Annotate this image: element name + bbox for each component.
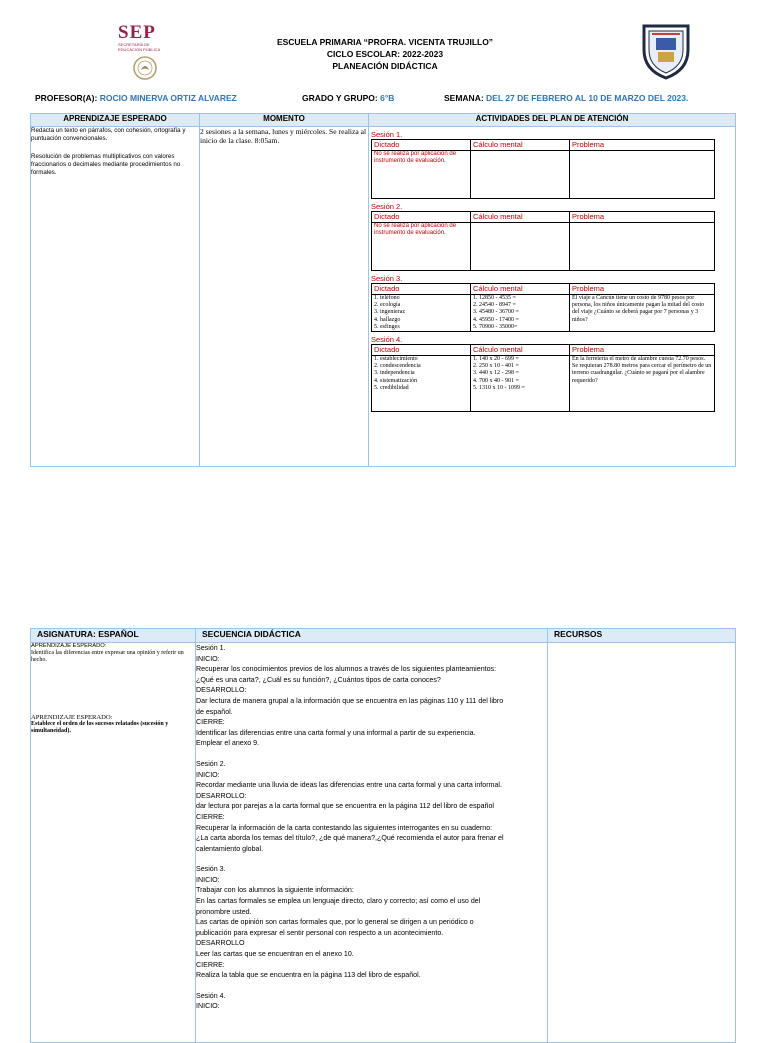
col-dictado: Dictado (372, 212, 471, 223)
col-calculo: Cálculo mental (471, 284, 570, 295)
line: ¿La carta aborda los temas del título?, ¿de qué manera?,¿Qué recomienda el autor para frenar el (196, 834, 504, 843)
calculo-item: 3. 440 x 12 - 298 = (473, 370, 519, 377)
teacher-info (35, 93, 237, 103)
line: de español. (196, 707, 233, 716)
dictado-word: 1. establecimiento (374, 356, 418, 363)
line: Dar lectura de manera grupal a la información que se encuentra en las páginas 110 y 111 del libro (196, 696, 504, 705)
session-4-problema: En la ferretería el metro de alambre cuesta 72.70 pesos. Se requieran 278.80 metros para cercar el perímetro de un terreno cuadrangular. ¿Cuánto se pagará por el alambre requerido? (570, 356, 715, 412)
teacher-label: PROFESOR(A): (35, 93, 98, 103)
session-3-problema: El viaje a Cancún tiene un costo de 9780 pesos por persona, los niños únicamente pagan la mitad del costo del viaje ¿Cuánto se deberá pagar por 7 personas y 3 niños? (570, 295, 715, 332)
session-1-block (196, 643, 547, 749)
session-3-dictado (372, 295, 471, 332)
week-value: DEL 27 DE FEBRERO AL 10 DE MARZO DEL 2023. (486, 93, 689, 103)
col-calculo: Cálculo mental (471, 140, 570, 151)
dictado-word: 2. condescendencia (374, 363, 421, 370)
grade-value: 6°B (380, 93, 395, 103)
line: Sesión 3. (196, 865, 226, 874)
session-3-table (371, 283, 715, 332)
calculo-item: 4. 700 x 40 - 901 = (473, 377, 519, 384)
sep-sub-line1: SECRETARÍA DE (118, 42, 150, 47)
sep-logo-text: SEP (118, 22, 156, 43)
sep-logo (118, 24, 178, 84)
dictado-word: 3. independencia (374, 370, 415, 377)
header-actividades: ACTIVIDADES DEL PLAN DE ATENCIÓN (369, 114, 736, 127)
espanol-table (30, 628, 736, 1043)
line: ¿Qué es una carta?, ¿Cuál es su función?, ¿Cuántos tipos de carta conoces? (196, 675, 441, 684)
calculo-item: 1. 140 x 20 - 699 = (473, 356, 519, 363)
col-calculo: Cálculo mental (471, 212, 570, 223)
session-4-block (196, 991, 547, 1012)
aprendizaje-espanol-cell (31, 643, 196, 1043)
dictado-word: 4. sistematización (374, 377, 417, 384)
line: Las cartas de opinión son cartas formales que, por lo general se dirigen a un periódico o (196, 918, 474, 927)
school-shield-icon (640, 22, 692, 80)
calculo-item: 5. 1310 x 10 - 1099 = (473, 384, 525, 391)
aprendizaje-text-2: Resolución de problemas multiplicativos con valores fraccionarios o decimales mediante procedimientos no formales. (31, 153, 181, 176)
grade-label: GRADO Y GRUPO: (302, 93, 378, 103)
grade-info (302, 93, 394, 103)
session-4-label: Sesión 4. (371, 335, 403, 345)
line: dar lectura por parejas a la carta formal que se encuentra en la página 112 del libro de español (196, 802, 494, 811)
aprendizaje-cell (31, 127, 200, 467)
line: Sesión 4. (196, 991, 226, 1000)
line: Sesión 1. (196, 644, 226, 652)
ae2-text: Establece el orden de los sucesos relatados (sucesión y simultaneidad). (31, 721, 169, 734)
session-2-label: Sesión 2. (371, 202, 403, 211)
line: INICIO: (196, 875, 220, 884)
line: INICIO: (196, 654, 220, 663)
line: Recordar mediante una lluvia de ideas las diferencias entre una carta formal y una carta informal. (196, 781, 502, 790)
actividades-cell (369, 127, 736, 467)
aprendizaje-text-1: Redacta un texto en párrafos, con cohesión, ortografía y puntuación convencionales. (31, 127, 186, 142)
line: En las cartas formales se emplea un lenguaje directo, claro y correcto; así como el uso del (196, 897, 481, 906)
line: DESARROLLO (196, 939, 245, 948)
col-calculo: Cálculo mental (471, 345, 570, 356)
line: Recuperar los conocimientos previos de los alumnos a través de los siguientes planteamientos: (196, 665, 497, 674)
recursos-cell (548, 643, 736, 1043)
session-1-table (371, 139, 715, 199)
ae1-text: Identifica las diferencias entre expresar una opinión y referir un hecho. (31, 650, 184, 663)
dictado-word: 5. esfinges (374, 323, 400, 330)
line: Trabajar con los alumnos la siguiente información: (196, 886, 354, 895)
session-2-table (371, 211, 715, 271)
session-3-label: Sesión 3. (371, 274, 403, 283)
line: calentamiento global. (196, 844, 264, 853)
col-problema: Problema (570, 140, 715, 151)
line: CIERRE: (196, 960, 225, 969)
dictado-word: 3. ingenieraz (374, 309, 405, 316)
line: Realiza la tabla que se encuentra en la página 113 del libro de español. (196, 971, 421, 980)
col-dictado: Dictado (372, 345, 471, 356)
teacher-name: ROCIO MINERVA ORTIZ ALVAREZ (99, 93, 237, 103)
header-aprendizaje: APRENDIZAJE ESPERADO (31, 114, 200, 127)
line: Emplear el anexo 9. (196, 739, 260, 748)
col-problema: Problema (570, 284, 715, 295)
header-asignatura: ASIGNATURA: ESPAÑOL (31, 629, 196, 643)
school-header (220, 36, 550, 72)
header-momento: MOMENTO (200, 114, 369, 127)
school-year: CICLO ESCOLAR: 2022-2023 (326, 49, 444, 59)
col-problema: Problema (570, 212, 715, 223)
week-info (444, 93, 688, 103)
calculo-item: 4. 45950 - 17400 = (473, 316, 519, 323)
line: CIERRE: (196, 718, 225, 727)
secuencia-cell (196, 643, 548, 1043)
session-4-calculo (471, 356, 570, 412)
line: Sesión 2. (196, 759, 226, 768)
dictado-word: 2. ecología (374, 302, 401, 309)
line: INICIO: (196, 1002, 220, 1011)
col-dictado: Dictado (372, 284, 471, 295)
calculo-item: 3. 45480 - 36700 = (473, 309, 519, 316)
line: DESARROLLO: (196, 686, 247, 695)
session-2-no-realiza: No se realiza por aplicación de instrumento de evaluación. (372, 223, 471, 271)
line: INICIO: (196, 770, 220, 779)
line: publicación para expresar el sentir personal con respecto a un acontecimiento. (196, 928, 444, 937)
calculo-item: 5. 70900 - 35000= (473, 323, 518, 330)
session-3-calculo (471, 295, 570, 332)
dictado-word: 4. hallazgo (374, 316, 401, 323)
header-secuencia: SECUENCIA DIDÁCTICA (196, 629, 548, 643)
col-problema: Problema (570, 345, 715, 356)
ae1-label: APRENDIZAJE ESPERADO: (31, 643, 107, 649)
school-name: ESCUELA PRIMARIA “PROFRA. VICENTA TRUJILLO” (276, 37, 494, 47)
session-4-dictado (372, 356, 471, 412)
week-label: SEMANA: (444, 93, 484, 103)
line: Recuperar la información de la carta contestando las siguientes interrogantes en su cuaderno: (196, 823, 493, 832)
session-3-block (196, 864, 547, 981)
session-1-no-realiza: No se realiza por aplicación de instrumento de evaluación. (372, 151, 471, 199)
mexico-eagle-emblem-icon (132, 55, 158, 81)
attention-plan-table (30, 113, 736, 467)
dictado-word: 5. credibilidad (374, 384, 409, 391)
session-2-block (196, 759, 547, 854)
line: Leer las cartas que se encuentran en el anexo 10. (196, 950, 354, 959)
session-1-label: Sesión 1. (371, 130, 403, 139)
ae2-label: APRENDIZAJE ESPERADO: (31, 714, 113, 721)
momento-cell: 2 sesiones a la semana, lunes y miércoles. Se realiza al inicio de la clase. 8:05am. (200, 127, 369, 467)
calculo-item: 2. 24540 - 8947 = (473, 302, 516, 309)
line: Identificar las diferencias entre una carta formal y una informal a partir de su experiencia. (196, 728, 476, 737)
line: pronombre usted. (196, 907, 252, 916)
col-dictado: Dictado (372, 140, 471, 151)
sep-sub-line2: EDUCACIÓN PÚBLICA (118, 47, 161, 52)
header-recursos: RECURSOS (548, 629, 736, 643)
line: CIERRE: (196, 812, 225, 821)
dictado-word: 1. teléfono (374, 295, 400, 301)
session-4-table (371, 344, 715, 412)
document-title: PLANEACIÓN DIDÁCTICA (332, 61, 438, 71)
calculo-item: 2. 250 x 10 - 401 = (473, 363, 519, 370)
calculo-item: 1. 12850 - 4535 = (473, 295, 516, 301)
line: DESARROLLO: (196, 791, 247, 800)
